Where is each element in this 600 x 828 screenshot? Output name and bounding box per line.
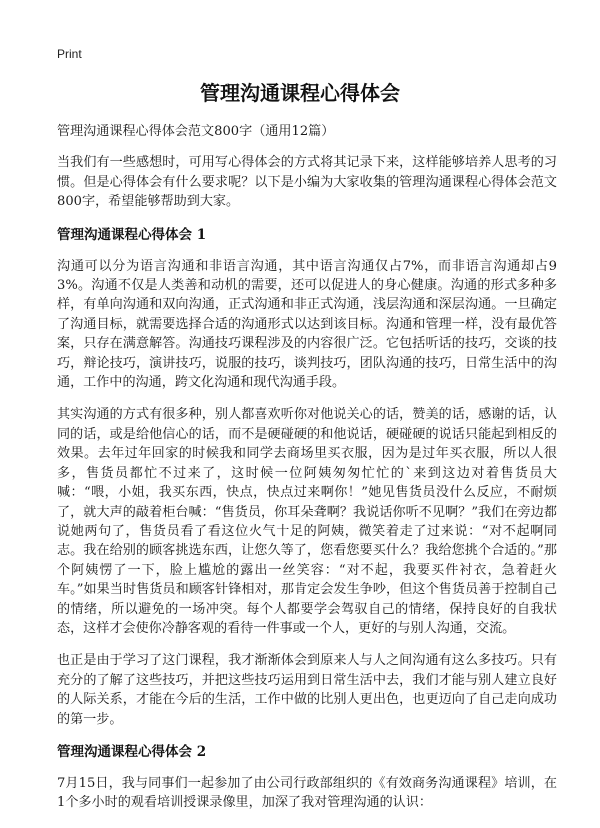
body-paragraph: 其实沟通的方式有很多种，别人都喜欢听你对他说关心的话，赞美的话，感谢的话，认同的话，或是给他信心的话，而不是硬碰硬的和他说话，硬碰硬的说话只能起到相反的效果。去年过年回家的时候我和同学去商场里买衣服，因为是过年买衣服，所以人很多，售货员都忙不过来了，这时候一位阿姨匆匆忙忙的`来到这边对着售货员大喊：“喂，小姐，我买东西，快点，快点过来啊你！”她见售货员没什么反应，不耐烦了，就大声的敲着柜台喊：“售货员，你耳朵聋啊？我说话你听不见啊？”我们在旁边都说她两句了，售货员看了看这位火气十足的阿姨，微笑着走了过来说：“对不起啊同志。我在给别的顾客挑选东西，让您久等了，您看您要买什么？我给您挑个合适的。”那个阿姨愣了一下，脸上尴尬的露出一丝笑容：“对不起，我要买件衬衣，急着赶火车。”如果当时售货员和顾客针锋相对，那肯定会发生争吵，但这个售货员善于控制自己的情绪，所以避免的一场冲突。每个人都要学会驾驭自己的情绪，保持良好的自我状态，这样才会使你冷静客观的看待一件事或一个人，更好的与别人沟通，交流。 bbox=[57, 407, 557, 636]
body-paragraph: 沟通可以分为语言沟通和非语言沟通，其中语言沟通仅占7%，而非语言沟通却占93%。沟通不仅是人类善和动机的需要，还可以促进人的身心健康。沟通的形式多种多样，有单向沟通和双向沟通，正式沟通和非正式沟通，浅层沟通和深层沟通。一旦确定了沟通目标，就需要选择合适的沟通形式以达到该目标。沟通和管理一样，没有最优答案，只存在满意解答。沟通技巧课程涉及的内容很广泛。它包括听话的技巧，交谈的技巧，辩论技巧，演讲技巧，说服的技巧，谈判技巧，团队沟通的技巧，日常生活中的沟通，工作中的沟通，跨文化沟通和现代沟通手段。 bbox=[57, 258, 557, 391]
section-heading: 管理沟通课程心得体会 1 bbox=[57, 226, 207, 243]
document-body bbox=[57, 122, 557, 826]
body-paragraph: 7月15日，我与同事们一起参加了由公司行政部组织的《有效商务沟通课程》培训，在1个多小时的观看培训授课录像里，加深了我对管理沟通的认识： bbox=[57, 775, 557, 811]
print-link[interactable]: Print bbox=[57, 47, 82, 61]
body-paragraph: 也正是由于学习了这门课程，我才渐渐体会到原来人与人之间沟通有这么多技巧。只有充分的了解了这些技巧，并把这些技巧运用到日常生活中去，我们才能与别人建立良好的人际关系，才能在今后的生活，工作中做的比别人更出色，也更迈向了自己走向成功的第一步。 bbox=[57, 653, 557, 727]
intro-paragraph: 当我们有一些感想时，可用写心得体会的方式将其记录下来，这样能够培养人思考的习惯。但是心得体会有什么要求呢？以下是小编为大家收集的管理沟通课程心得体会范文800字，希望能够帮助到大家。 bbox=[57, 155, 557, 210]
document-subtitle: 管理沟通课程心得体会范文800字（通用12篇） bbox=[57, 124, 335, 139]
page-title: 管理沟通课程心得体会 bbox=[200, 81, 400, 105]
section-heading: 管理沟通课程心得体会 2 bbox=[57, 743, 207, 760]
